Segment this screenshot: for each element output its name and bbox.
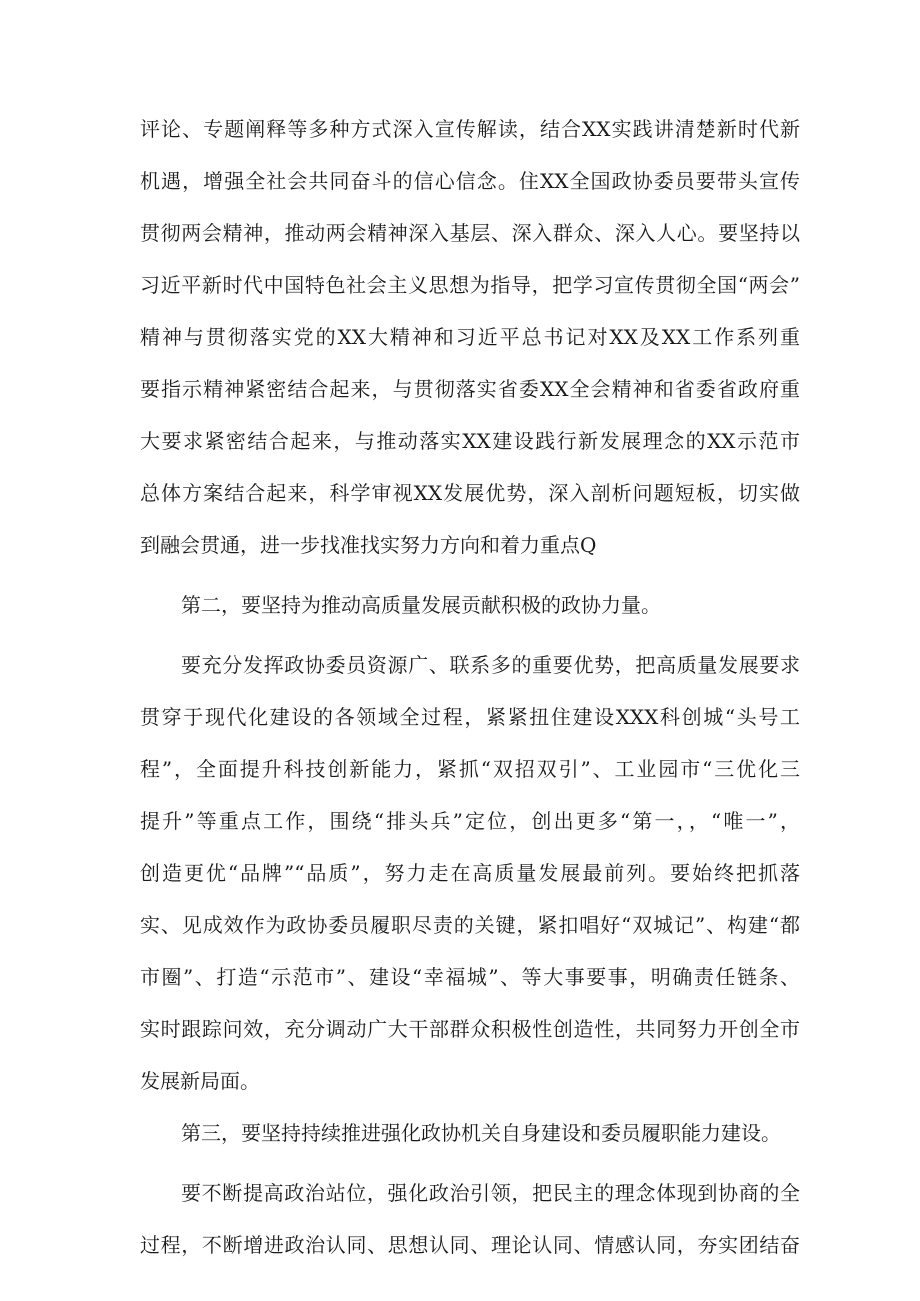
paragraph-2-line-3: 程”，全面提升科技创新能力，紧抓“双招双引”、工业园市“三优化三 (140, 757, 800, 781)
paragraph-2-line-7: 市圈”、打造“示范市”、建设“幸福城”、等大事要事，明确责任链条、 (140, 965, 800, 989)
paragraph-2-line-2: 贯穿于现代化建设的各领域全过程，紧紧扭住建设XXX科创城“头号工 (140, 705, 800, 729)
section-heading-third: 第三，要坚持持续推进强化政协机关自身建设和委员履职能力建设。 (181, 1121, 781, 1145)
paragraph-2-line-8: 实时跟踪问效，充分调动广大干部群众积极性创造性，共同努力开创全市 (140, 1017, 800, 1041)
paragraph-3-line-1: 要不断提高政治站位，强化政治引领，把民主的理念体现到协商的全 (181, 1181, 800, 1205)
paragraph-1-line-9: 到融会贯通，进一步找准找实努力方向和着力重点Q (140, 533, 597, 557)
paragraph-2-line-1: 要充分发挥政协委员资源广、联系多的重要优势，把高质量发展要求 (181, 653, 800, 677)
paragraph-1-line-4: 习近平新时代中国特色社会主义思想为指导，把学习宣传贯彻全国“两会” (140, 273, 800, 297)
paragraph-1-line-3: 贯彻两会精神，推动两会精神深入基层、深入群众、深入人心。要坚持以 (140, 221, 800, 245)
paragraph-1-line-7: 大要求紧密结合起来，与推动落实XX建设践行新发展理念的XX示范市 (140, 429, 800, 453)
paragraph-2-line-5: 创造更优“品牌”“品质”，努力走在高质量发展最前列。要始终把抓落 (140, 861, 800, 885)
section-heading-second: 第二，要坚持为推动高质量发展贡献积极的政协力量。 (181, 593, 661, 617)
paragraph-1-line-1: 评论、专题阐释等多种方式深入宣传解读，结合XX实践讲清楚新时代新 (140, 117, 800, 141)
paragraph-2-line-9: 发展新局面。 (140, 1069, 260, 1093)
paragraph-1-line-6: 要指示精神紧密结合起来，与贯彻落实省委XX全会精神和省委省政府重 (140, 377, 800, 401)
paragraph-1-line-8: 总体方案结合起来，科学审视XX发展优势，深入剖析问题短板，切实做 (140, 481, 800, 505)
paragraph-1-line-2: 机遇，增强全社会共同奋斗的信心信念。住XX全国政协委员要带头宣传 (140, 169, 800, 193)
paragraph-2-line-6: 实、见成效作为政协委员履职尽责的关键，紧扣唱好“双城记”、构建“都 (140, 913, 800, 937)
paragraph-1-line-5: 精神与贯彻落实党的XX大精神和习近平总书记对XX及XX工作系列重 (140, 325, 800, 349)
paragraph-2-line-4: 提升”等重点工作，围绕“排头兵”定位，创出更多“第一，，“唯一”， (140, 809, 800, 833)
paragraph-3-line-2: 过程，不断增进政治认同、思想认同、理论认同、情感认同，夯实团结奋 (140, 1233, 800, 1257)
